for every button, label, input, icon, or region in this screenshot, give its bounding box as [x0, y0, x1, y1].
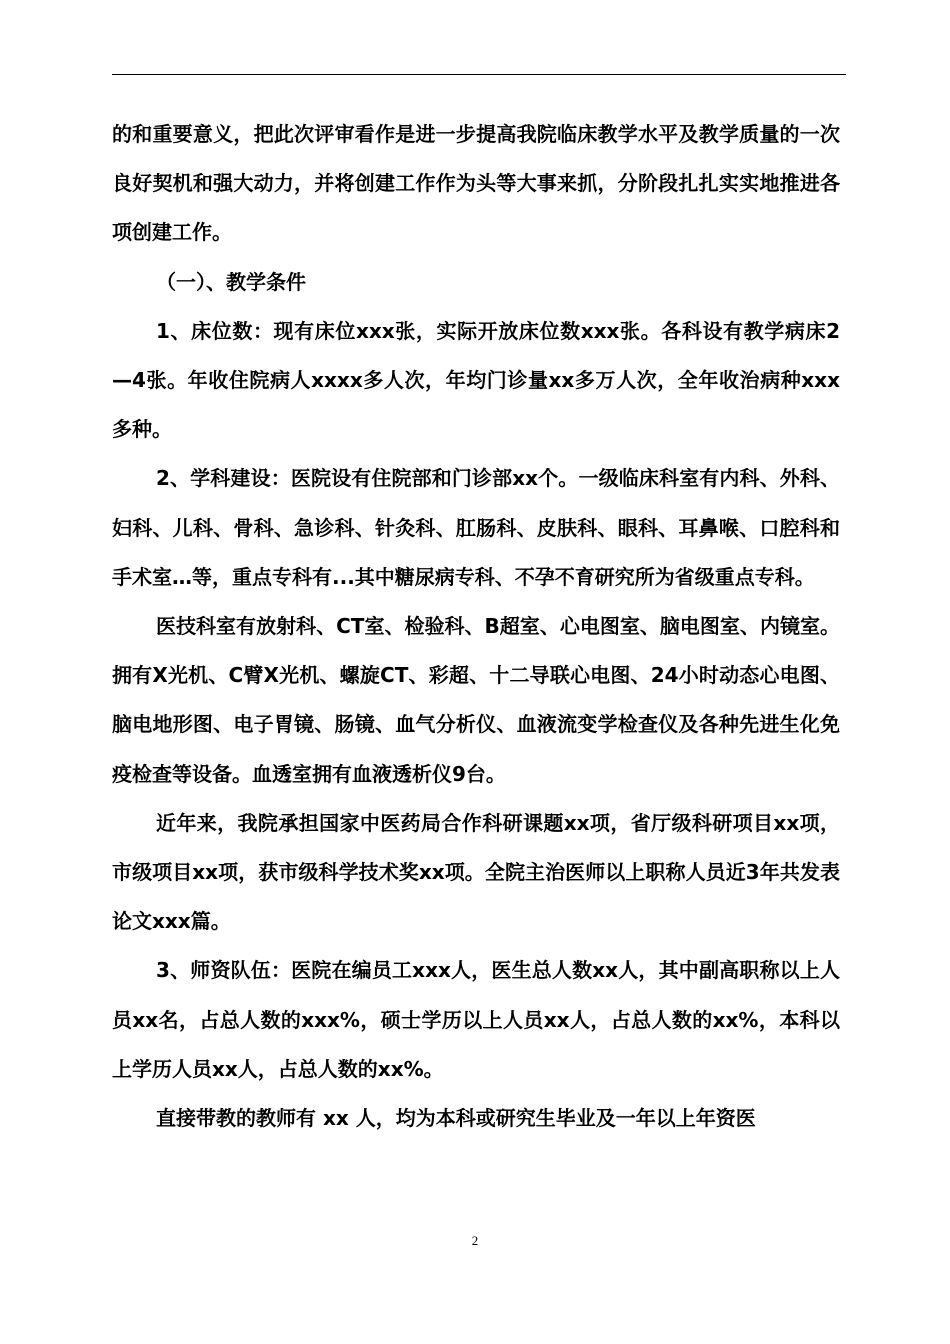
paragraph-medical-tech: 医技科室有放射科、CT室、检验科、B超室、心电图室、脑电图室、内镜室。拥有X光机、C臂X光机、螺旋CT、彩超、十二导联心电图、24小时动态心电图、脑电地形图、电子胃镜、肠镜、血气分析仪、血液流变学检查仪及各种先进生化免疫检查等设备。血透室拥有血液透析仪9台。: [112, 614, 840, 786]
section-heading: （一）、教学条件: [156, 269, 306, 294]
document-body: [112, 110, 840, 1143]
page-number: 2: [471, 1233, 479, 1248]
paragraph-research: 近年来，我院承担国家中医药局合作科研课题xx项，省厅级科研项目xx项，市级项目xx项，获市级科学技术奖xx项。全院主治医师以上职称人员近3年共发表论文xxx篇。: [112, 810, 840, 934]
paragraph-teachers: 直接带教的教师有 xx 人，均为本科或研究生毕业及一年以上年资医: [156, 1106, 756, 1131]
header-rule: [112, 74, 846, 75]
paragraph-faculty: 3、师资队伍：医院在编员工xxx人，医生总人数xx人，其中副高职称以上人员xx名，占总人数的xxx%，硕士学历以上人员xx人，占总人数的xx%，本科以上学历人员xx人，占总人数的xx%。: [112, 958, 840, 1081]
paragraph-disciplines: 2、学科建设：医院设有住院部和门诊部xx个。一级临床科室有内科、外科、妇科、儿科、骨科、急诊科、针灸科、肛肠科、皮肤科、眼科、耳鼻喉、口腔科和手术室…等，重点专科有...其中糖尿病专科、不孕不育研究所为省级重点专科。: [112, 466, 840, 589]
paragraph-continuation: 的和重要意义，把此次评审看作是进一步提高我院临床教学水平及教学质量的一次良好契机和强大动力，并将创建工作作为头等大事来抓，分阶段扎扎实实地推进各项创建工作。: [112, 122, 840, 245]
paragraph-beds: 1、床位数：现有床位xxx张，实际开放床位数xxx张。各科设有教学病床2—4张。年收住院病人xxxx多人次，年均门诊量xx多万人次，全年收治病种xxx多种。: [112, 318, 840, 442]
